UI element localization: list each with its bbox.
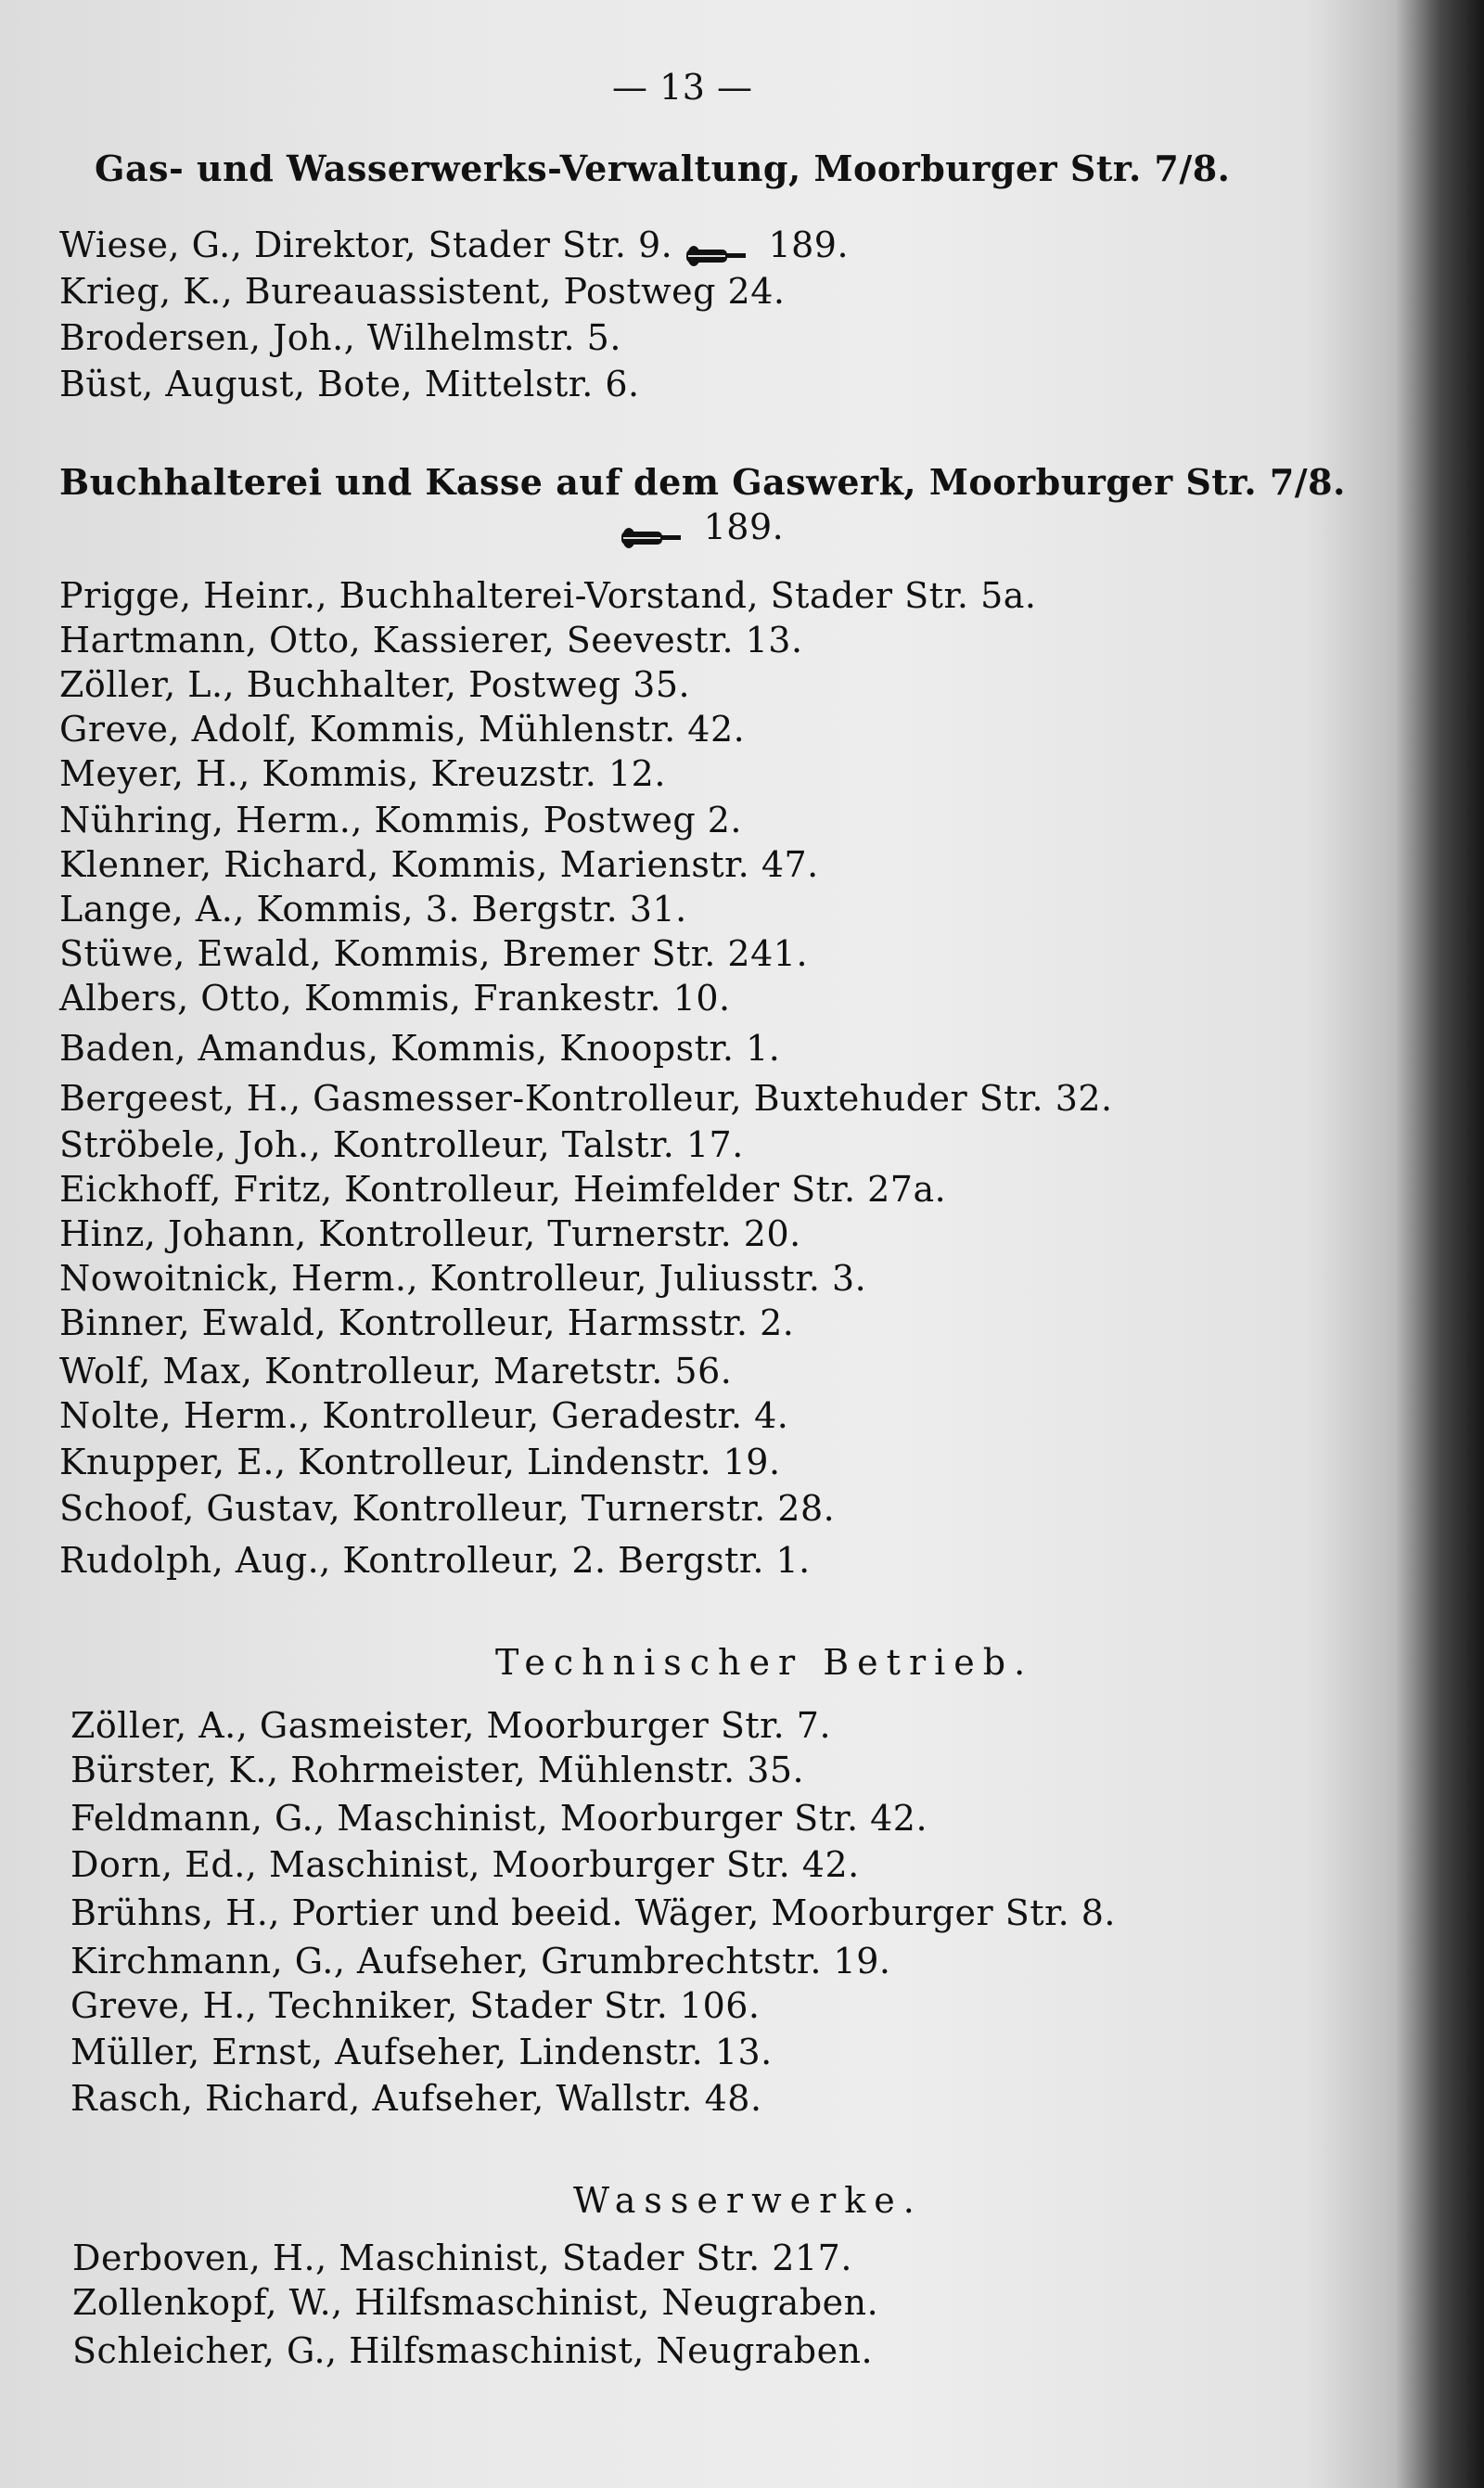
- heading-phone: [620, 507, 784, 547]
- directory-entry: Wolf, Max, Kontrolleur, Maretstr. 56.: [59, 1351, 733, 1391]
- directory-entry: Bergeest, H., Gasmesser-Kontrolleur, Buxtehuder Str. 32.: [59, 1078, 1113, 1119]
- directory-entry: Nolte, Herm., Kontrolleur, Geradestr. 4.: [59, 1395, 789, 1436]
- directory-entry: Nühring, Herm., Kommis, Postweg 2.: [59, 800, 743, 840]
- directory-entry: Eickhoff, Fritz, Kontrolleur, Heimfelder Str. 27a.: [59, 1169, 947, 1210]
- section-heading-administration: Gas- und Wasserwerks-Verwaltung, Moorburger Str. 7/8.: [95, 147, 1231, 189]
- directory-entry: [59, 224, 849, 265]
- directory-entry: Ströbele, Joh., Kontrolleur, Talstr. 17.: [59, 1124, 744, 1165]
- directory-entry: Rasch, Richard, Aufseher, Wallstr. 48.: [70, 2078, 762, 2119]
- telephone-icon: [620, 518, 683, 544]
- section-heading-accounting: Buchhalterei und Kasse auf dem Gaswerk, Moorburger Str. 7/8.: [59, 461, 1346, 503]
- section-heading-waterworks: Wasserwerke.: [573, 2180, 923, 2221]
- directory-entry: Bürster, K., Rohrmeister, Mühlenstr. 35.: [70, 1750, 805, 1790]
- directory-entry: Zollenkopf, W., Hilfsmaschinist, Neugraben.: [72, 2282, 879, 2323]
- directory-entry: Schleicher, G., Hilfsmaschinist, Neugraben.: [72, 2330, 874, 2371]
- directory-entry: Brühns, H., Portier und beeid. Wäger, Moorburger Str. 8.: [70, 1892, 1116, 1933]
- entry-text: Wiese, G., Direktor, Stader Str. 9.: [59, 224, 673, 265]
- directory-entry: Meyer, H., Kommis, Kreuzstr. 12.: [59, 753, 666, 794]
- directory-entry: Greve, H., Techniker, Stader Str. 106.: [70, 1985, 761, 2026]
- directory-entry: Greve, Adolf, Kommis, Mühlenstr. 42.: [59, 709, 746, 750]
- directory-entry: Lange, A., Kommis, 3. Bergstr. 31.: [59, 889, 687, 930]
- directory-entry: Dorn, Ed., Maschinist, Moorburger Str. 42.: [70, 1844, 860, 1885]
- directory-entry: Prigge, Heinr., Buchhalterei-Vorstand, Stader Str. 5a.: [59, 575, 1037, 616]
- directory-entry: Stüwe, Ewald, Kommis, Bremer Str. 241.: [59, 933, 809, 974]
- directory-entry: Baden, Amandus, Kommis, Knoopstr. 1.: [59, 1028, 781, 1069]
- directory-entry: Klenner, Richard, Kommis, Marienstr. 47.: [59, 844, 819, 885]
- directory-entry: Hinz, Johann, Kontrolleur, Turnerstr. 20.: [59, 1213, 801, 1254]
- directory-entry: Derboven, H., Maschinist, Stader Str. 217.: [72, 2238, 852, 2278]
- directory-entry: Zöller, L., Buchhalter, Postweg 35.: [59, 664, 691, 705]
- directory-entry: Nowoitnick, Herm., Kontrolleur, Juliusstr. 3.: [59, 1258, 867, 1299]
- directory-entry: Feldmann, G., Maschinist, Moorburger Str. 42.: [70, 1798, 928, 1839]
- phone-number: 189.: [703, 507, 785, 547]
- telephone-icon: [684, 236, 748, 262]
- directory-entry: Knupper, E., Kontrolleur, Lindenstr. 19.: [59, 1442, 781, 1482]
- directory-entry: Müller, Ernst, Aufseher, Lindenstr. 13.: [70, 2032, 773, 2072]
- directory-entry: Hartmann, Otto, Kassierer, Seevestr. 13.: [59, 620, 803, 660]
- directory-entry: Brodersen, Joh., Wilhelmstr. 5.: [59, 317, 621, 358]
- phone-number: 189.: [768, 224, 850, 265]
- directory-entry: Kirchmann, G., Aufseher, Grumbrechtstr. 19.: [70, 1941, 891, 1981]
- directory-entry: Rudolph, Aug., Kontrolleur, 2. Bergstr. 1.: [59, 1540, 811, 1581]
- directory-entry: Büst, August, Bote, Mittelstr. 6.: [59, 364, 640, 404]
- directory-entry: Zöller, A., Gasmeister, Moorburger Str. 7.: [70, 1705, 832, 1746]
- directory-entry: Albers, Otto, Kommis, Frankestr. 10.: [59, 978, 731, 1019]
- page-number: — 13 —: [612, 67, 753, 108]
- directory-entry: Schoof, Gustav, Kontrolleur, Turnerstr. 28.: [59, 1488, 836, 1529]
- directory-entry: Krieg, K., Bureauassistent, Postweg 24.: [59, 271, 786, 312]
- directory-entry: Binner, Ewald, Kontrolleur, Harmsstr. 2.: [59, 1302, 795, 1343]
- section-heading-technical: Technischer Betrieb.: [495, 1642, 1034, 1683]
